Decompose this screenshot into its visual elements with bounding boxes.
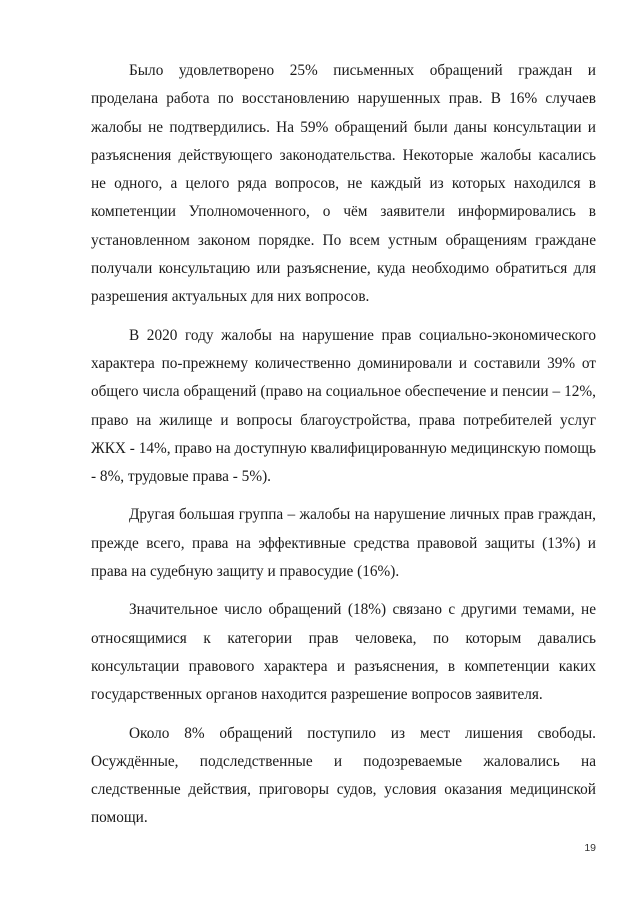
document-body [91,57,596,843]
paragraph-4: Значительное число обращений (18%) связано с другими темами, не относящимися к категории прав человека, по которым давались консультации правового характера и разъяснения, в компетенции каких государственных органов находится разрешение вопросов заявителя. [91,601,596,704]
paragraph-2: В 2020 году жалобы на нарушение прав социально-экономического характера по-прежнему количественно доминировали и составили 39% от общего числа обращений (право на социальное обеспечение и пенсии – 12%, право на жилище и вопросы благоустройства, права потребителей услуг ЖКХ - 14%, право на доступную квалифицированную медицинскую помощь - 8%, трудовые права - 5%). [91,326,596,486]
paragraph-1: Было удовлетворено 25% письменных обращений граждан и проделана работа по восстановлению нарушенных прав. В 16% случаев жалобы не подтвердились. На 59% обращений были даны консультации и разъяснения действующего законодательства. Некоторые жалобы касались не одного, а целого ряда вопросов, не каждый из которых находился в компетенции Уполномоченного, о чём заявители информировались в установленном законом порядке. По всем устным обращениям граждане получали консультацию или разъяснение, куда необходимо обратиться для разрешения актуальных для них вопросов. [91,62,596,306]
paragraph-5: Около 8% обращений поступило из мест лишения свободы. Осуждённые, подследственные и подозреваемые жаловались на следственные действия, приговоры судов, условия оказания медицинской помощи. [91,724,596,827]
page-number: 19 [584,842,596,854]
paragraph-3: Другая большая группа – жалобы на нарушение личных прав граждан, прежде всего, права на эффективные средства правовой защиты (13%) и права на судебную защиту и правосудие (16%). [91,506,596,581]
